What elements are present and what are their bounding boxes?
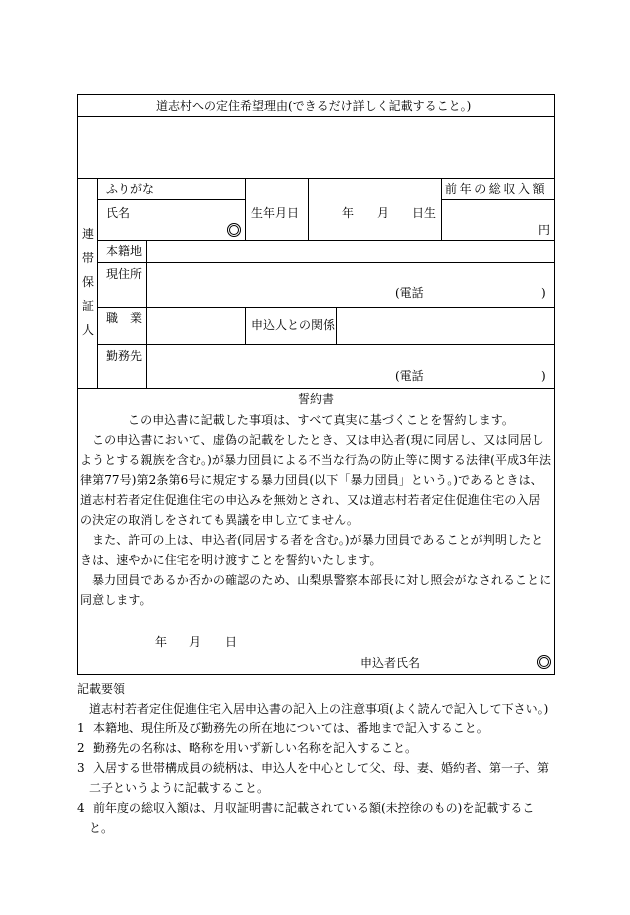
pledge-date-day: 日 [225,635,238,649]
pledge-date-field[interactable] [120,630,240,650]
pledge-title: 誓約書 [298,392,335,406]
dob-month: 月 [377,206,390,220]
furigana-field[interactable] [160,180,244,198]
relation-label: 申込人との関係 [251,318,336,332]
dob-field[interactable] [309,180,440,239]
dob-day: 日生 [412,206,437,220]
pledge-date-year: 年 [155,635,168,649]
workplace-phone-open: (電話 [395,369,424,383]
note-number: 3 [77,761,85,775]
occupation-field[interactable] [147,308,244,343]
note-item-4 [77,798,557,838]
workplace-field[interactable] [147,345,554,387]
reason-input-area[interactable] [78,117,554,178]
pledge-paragraph-2: この申込書において、虚偽の記載をしたとき、又は申込者(現に同居し、又は同居しようとする親族を含む。)が暴力団員による不当な行為の防止等に関する法律(平成3年法律第77号)第2条第6号に規定する暴力団員(以下「暴力団員」という。)であるときは、道志村若者定住促進住宅の申込みを無効とされ、又は道志村若者定住促進住宅の入居の決定の取消しをされても異議を申し立てません。 [80,433,552,527]
note-item-3 [77,758,557,798]
domicile-field[interactable] [147,241,554,261]
income-label: 前年の総収入額 [445,182,548,196]
note-text: 入居する世帯構成員の続柄は、申込人を中心として父、母、妻、婚約者、第一子、第二子というように記載すること。 [89,761,550,795]
domicile-label: 本籍地 [106,244,143,258]
note-number: 1 [77,721,85,735]
dob-label: 生年月日 [251,206,300,220]
notes-heading: 記載要領 [77,682,126,696]
address-field[interactable] [147,263,554,306]
pledge-paragraph-1: この申込書に記載した事項は、すべて真実に基づくことを誓約します。 [128,413,515,427]
address-phone-open: (電話 [395,286,424,300]
reason-title: 道志村への定住希望理由(できるだけ詳しく記載すること。) [156,99,472,113]
notes-intro: 道志村若者定住促進住宅入居申込書の記入上の注意事項(よく読んで記入して下さい。) [89,702,549,716]
income-unit: 円 [538,223,551,237]
name-field[interactable] [130,201,222,239]
note-number: 2 [77,741,85,755]
address-phone-close: ) [541,286,546,300]
name-label: 氏名 [106,206,131,220]
dob-year: 年 [342,206,355,220]
furigana-label: ふりがな [106,182,155,196]
workplace-label: 勤務先 [106,349,143,363]
note-text: 前年度の総収入額は、月収証明書に記載されている額(未控徐のもの)を記載すること。 [89,801,535,835]
applicant-name-field[interactable] [425,652,531,672]
workplace-phone-close: ) [541,369,546,383]
note-text: 本籍地、現住所及び勤務先の所在地については、番地まで記入すること。 [93,721,489,735]
note-number: 4 [77,801,85,815]
pledge-date-month: 月 [189,635,202,649]
note-text: 勤務先の名称は、略称を用いず新しい名称を記入すること。 [93,741,418,755]
occupation-label: 職 業 [106,311,143,325]
relation-field[interactable] [337,308,554,343]
note-item-1 [77,718,557,738]
applicant-name-label: 申込者氏名 [360,656,421,670]
pledge-paragraph-3: また、許可の上は、申込者(同居する者を含む。)が暴力団員であることが判明したときは、速やかに住宅を明け渡すことを誓約いたします。 [80,533,544,567]
address-label: 現住所 [106,267,143,281]
note-item-2 [77,738,557,758]
pledge-paragraph-4: 暴力団員であるか否かの確認のため、山梨県警察本部長に対し照会がなされることに同意します。 [80,573,552,607]
seal-icon [227,223,241,237]
guarantor-vertical-label: 連 帯 保 証 人 [81,227,94,337]
applicant-seal-icon [537,655,551,669]
